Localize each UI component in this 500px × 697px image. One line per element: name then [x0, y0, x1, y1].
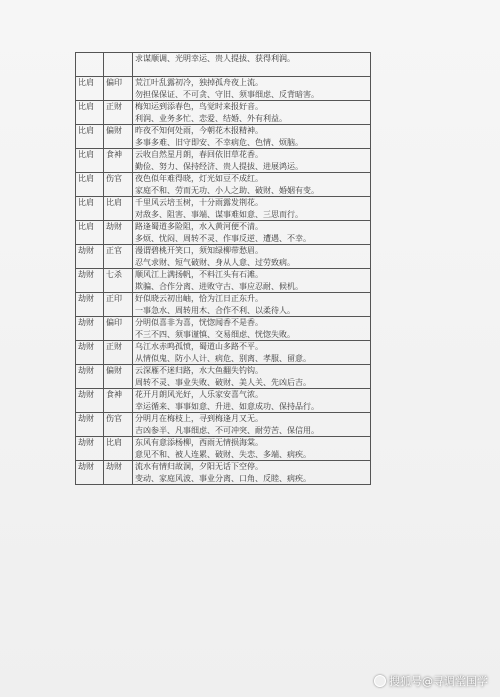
fortune-text-cell [133, 413, 371, 437]
ten-god-cell: 七杀 [104, 269, 133, 293]
fortune-text-cell [133, 317, 371, 341]
ten-god-cell: 食神 [104, 389, 133, 413]
meaning-line: 周转不灵、事业失败、破财、美人关、先凶后吉。 [135, 377, 311, 387]
day-stem-cell: 比肩 [76, 101, 104, 125]
day-stem-cell: 劫财 [76, 437, 104, 461]
day-stem-cell: 比肩 [76, 197, 104, 221]
ten-god-cell: 正官 [104, 245, 133, 269]
day-stem-cell: 劫财 [76, 413, 104, 437]
day-stem-cell [76, 53, 104, 77]
ten-god-cell: 伤官 [104, 413, 133, 437]
meaning-line: 多事多难、旧守即安、不幸病危、色情、烦脑。 [135, 137, 303, 147]
meaning-line: 幸运循来、事事如意、升进、如意成功、保持品行。 [135, 401, 319, 411]
meaning-line [135, 65, 368, 77]
verse-line: 流水有情归故洞，夕阳无话下空停。 [135, 462, 263, 471]
table-row [76, 437, 371, 461]
table-row [76, 341, 371, 365]
verse-line: 东风有意添杨柳，西雨无情损海棠。 [135, 438, 263, 447]
fortune-text-cell [133, 101, 371, 125]
watermark [374, 673, 488, 689]
day-stem-cell: 劫财 [76, 365, 104, 389]
fortune-text-cell [133, 269, 371, 293]
table-row [76, 149, 371, 173]
meaning-line: 利润、业务多忙、恋爱、结婚、外有利益。 [135, 113, 287, 123]
verse-line: 好似晓云初出岫，恰为江日正东升。 [135, 294, 263, 303]
meaning-line: 一事急水、周转用木、合作不利、以柔待人。 [135, 305, 295, 315]
table-row [76, 365, 371, 389]
ten-god-cell: 偏财 [104, 365, 133, 389]
day-stem-cell: 比肩 [76, 77, 104, 101]
table-row [76, 245, 371, 269]
sohu-logo-icon [374, 675, 386, 687]
meaning-line: 吉凶参半、凡事细虑、不可冲突、耐劳苦、保信用。 [135, 425, 319, 435]
meaning-line: 忍气求财、短气破财、身从人意、过劳致病。 [135, 257, 295, 267]
fortune-text-cell [133, 245, 371, 269]
ten-god-cell: 正印 [104, 293, 133, 317]
fortune-text-cell [133, 341, 371, 365]
day-stem-cell: 比肩 [76, 221, 104, 245]
verse-line: 求谋顺调、光明幸运、贵人提拔、获得利润。 [135, 54, 295, 63]
ten-god-cell: 比肩 [104, 437, 133, 461]
verse-line: 昨夜不知何处雨，今朝花木报精神。 [135, 126, 263, 135]
meaning-line: 勿担保保证、不可贪、守旧、须事细虑、反背暗害。 [135, 89, 319, 99]
verse-line: 路逢蜀道多险阻，水入黄河便不清。 [135, 222, 263, 231]
fortune-text-cell [133, 461, 371, 485]
ten-god-cell: 食神 [104, 149, 133, 173]
ten-god-cell: 偏印 [104, 317, 133, 341]
verse-line: 顺风江上满扬帆，不料江头有石滩。 [135, 270, 263, 279]
fortune-text-cell [133, 389, 371, 413]
ten-god-cell: 伤官 [104, 173, 133, 197]
table-row [76, 269, 371, 293]
ten-god-cell: 偏印 [104, 77, 133, 101]
ten-god-cell: 劫财 [104, 221, 133, 245]
table-row [76, 125, 371, 149]
fortune-text-cell [133, 293, 371, 317]
day-stem-cell: 比肩 [76, 173, 104, 197]
verse-line: 花开月朗风光好，人乐家安喜气浓。 [135, 390, 263, 399]
verse-line: 分明月在梅枝上，寻到梅逢月又无。 [135, 414, 263, 423]
table-row [76, 173, 371, 197]
meaning-line: 欺骗、合作分离、进败守古、事应忍耐、候机。 [135, 281, 303, 291]
ten-god-cell: 正财 [104, 101, 133, 125]
table-row [76, 293, 371, 317]
meaning-line: 多烦、忧闷、周转不灵、作事反逆、遭遇、不幸。 [135, 233, 311, 243]
ten-god-cell: 偏财 [104, 125, 133, 149]
fortune-text-cell [133, 197, 371, 221]
meaning-line: 家庭不和、劳而无功、小人之助、破财、婚姻有变。 [135, 185, 319, 195]
verse-line: 分明似喜非为喜，恍惚闻香不是香。 [135, 318, 263, 327]
fortune-text-cell [133, 437, 371, 461]
fortune-text-cell [133, 125, 371, 149]
day-stem-cell: 比肩 [76, 149, 104, 173]
day-stem-cell: 劫财 [76, 245, 104, 269]
meaning-line: 变动、家庭风波、事业分离、口角、反睦、病疾。 [135, 473, 311, 483]
ten-god-cell [104, 53, 133, 77]
ten-god-cell: 比肩 [104, 197, 133, 221]
meaning-line: 对敌多、阻害、事端、谋事难如意、三思而行。 [135, 209, 303, 219]
day-stem-cell: 劫财 [76, 461, 104, 485]
table-row [76, 53, 371, 77]
fortune-text-cell [133, 221, 371, 245]
meaning-line: 不三不四、须事谨慎、交易细虑、恍惚失败。 [135, 329, 295, 339]
verse-line: 梅知运到添春色，鸟觉时来报好音。 [135, 102, 263, 111]
meaning-line: 勤俭、努力、保持经济、贵人提拔、进展鸿运。 [135, 161, 303, 171]
verse-line: 夜色似年难得晓，灯光如豆不成红。 [135, 174, 263, 183]
fortune-text-cell [133, 77, 371, 101]
table-row [76, 221, 371, 245]
day-stem-cell: 劫财 [76, 293, 104, 317]
day-stem-cell: 劫财 [76, 317, 104, 341]
table-row [76, 77, 371, 101]
table-row [76, 101, 371, 125]
verse-line: 云收自然星月朗，春回依旧草花香。 [135, 150, 263, 159]
table-row [76, 317, 371, 341]
fortune-text-cell [133, 173, 371, 197]
table-row [76, 389, 371, 413]
verse-line: 乌江水赤鸣孤愤，蜀道山多路不平。 [135, 342, 263, 351]
fortune-text-cell [133, 53, 371, 77]
verse-line: 荒江叶乱露初冷，独掉孤舟夜上流。 [135, 78, 263, 87]
ten-god-cell: 劫财 [104, 461, 133, 485]
watermark-text: 搜狐号@寻调堂国学 [389, 675, 488, 688]
fortune-table [75, 52, 371, 485]
verse-line: 千里风云培玉树，十分雨露发荆花。 [135, 198, 263, 207]
table-row [76, 197, 371, 221]
table-row [76, 413, 371, 437]
meaning-line: 意见不和、被人连累、破财、失恋、多端、病疾。 [135, 449, 311, 459]
ten-god-cell: 正财 [104, 341, 133, 365]
table-row [76, 461, 371, 485]
day-stem-cell: 劫财 [76, 269, 104, 293]
day-stem-cell: 劫财 [76, 341, 104, 365]
fortune-text-cell [133, 365, 371, 389]
day-stem-cell: 比肩 [76, 125, 104, 149]
meaning-line: 从情似鬼、防小人计、病危、别离、孝服、留意。 [135, 353, 311, 363]
fortune-table-body [76, 53, 371, 485]
verse-line: 漫谓碧桃开笑口，须知绿柳带愁眉。 [135, 246, 263, 255]
fortune-text-cell [133, 149, 371, 173]
day-stem-cell: 劫财 [76, 389, 104, 413]
verse-line: 云深雁不迷归路，水大鱼翻失钓钩。 [135, 366, 263, 375]
